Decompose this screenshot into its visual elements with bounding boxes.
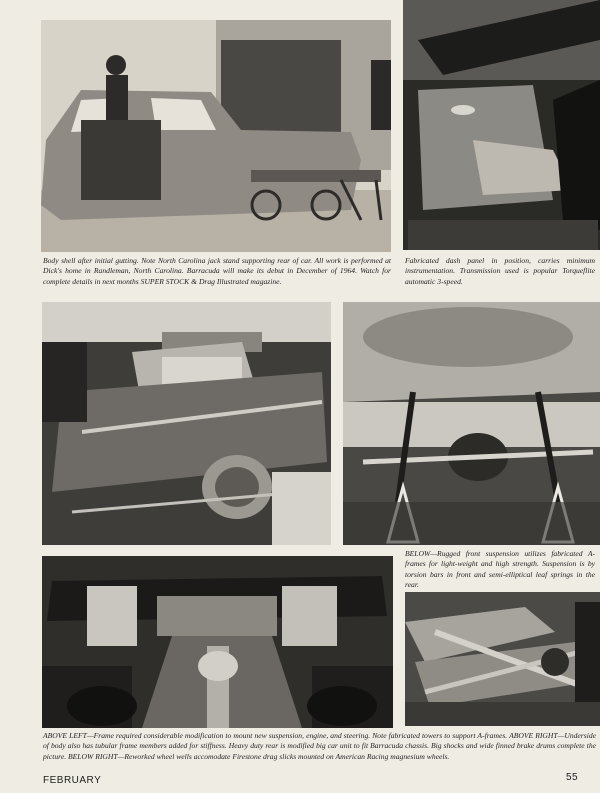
photo-interior-frame — [42, 556, 393, 728]
page-number: 55 — [566, 772, 579, 783]
photo-front-suspension — [405, 592, 600, 726]
caption-dash-panel: Fabricated dash panel in position, carries minimum instrumentation. Transmission used is popular Torqueflite automatic 3-speed. — [405, 256, 595, 286]
photo-dash-panel — [403, 0, 600, 250]
photo-body-shell — [41, 20, 391, 252]
photo-underside-rear-axle — [343, 302, 600, 545]
caption-bottom: ABOVE LEFT—Frame required considerable modification to mount new suspension, engine, and steering. Note fabricated towers to support A-frames. ABOVE RIGHT—Underside of body also has tubular frame members added for stiffness. Heavy duty rear is modified big car unit to fit Barracuda chassis. Big shocks and wide finned brake drums complete the picture. BELOW RIGHT—Reworked wheel wells accomodate Firestone drag slicks mounted on American Racing magnesium wheels. — [43, 731, 596, 761]
footer-month: FEBRUARY — [43, 775, 102, 786]
photo-engine-frame — [42, 302, 331, 545]
caption-front-suspension: BELOW—Rugged front suspension utilizes fabricated A-frames for light-weight and high strength. Suspension is by torsion bars in front and semi-elliptical leaf springs in the rear. — [405, 549, 595, 590]
caption-body-shell: Body shell after initial gutting. Note North Carolina jack stand supporting rear of car. All work is performed at Dick's home in Randleman, North Carolina. Barracuda will make its debut in December of 1964. Watch for complete details in next months SUPER STOCK & Drag Illustrated magazine. — [43, 256, 391, 286]
